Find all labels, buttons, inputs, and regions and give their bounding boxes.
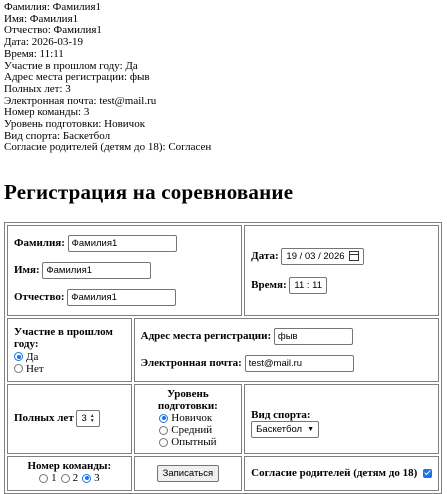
time-value: 11 : 11 bbox=[294, 279, 323, 291]
patronymic-label: Отчество: bbox=[14, 291, 65, 304]
radio-checked-icon[interactable] bbox=[14, 352, 23, 361]
consent-label: Согласие родителей (детям до 18) bbox=[251, 467, 418, 479]
radio-unchecked-icon[interactable] bbox=[39, 474, 48, 483]
summary-line: Фамилия: Фамилия1 bbox=[4, 1, 102, 13]
registration-form bbox=[4, 222, 442, 494]
past-option-label: Нет bbox=[26, 362, 44, 375]
patronymic-input[interactable] bbox=[67, 289, 176, 306]
team-option-label: 3 bbox=[94, 472, 100, 485]
summary-line: Полных лет: 3 bbox=[4, 82, 71, 95]
sport-cell bbox=[244, 384, 439, 454]
summary-line: Время: 11:11 bbox=[4, 47, 64, 60]
past-participation-label: Участие в прошлом году: bbox=[14, 325, 113, 350]
surname-input[interactable] bbox=[68, 235, 177, 252]
consent-cell bbox=[244, 456, 439, 491]
team-option-label: 1 bbox=[51, 472, 57, 485]
summary-line: Адрес места регистрации: фыв bbox=[4, 71, 150, 84]
summary-line: Вид спорта: Баскетбол bbox=[4, 129, 111, 142]
summary-line: Уровень подготовки: Новичок bbox=[4, 118, 146, 131]
summary-line: Согласие родителей (детям до 18): Согласен bbox=[4, 141, 212, 154]
chevron-down-icon: ▼ bbox=[307, 426, 315, 434]
datetime-cell bbox=[244, 225, 439, 316]
sport-value: Баскетбол bbox=[256, 424, 303, 436]
level-option-label: Опытный bbox=[171, 436, 217, 448]
past-option-yes[interactable] bbox=[14, 351, 125, 363]
submit-button[interactable]: Записаться bbox=[157, 465, 220, 482]
name-label: Имя: bbox=[14, 264, 40, 277]
radio-checked-icon[interactable] bbox=[159, 414, 168, 423]
summary-line: Дата: 2026-03-19 bbox=[4, 36, 84, 49]
name-cell bbox=[7, 225, 242, 316]
summary-line: Электронная почта: test@mail.ru bbox=[4, 94, 157, 107]
address-label: Адрес места регистрации: bbox=[140, 330, 272, 343]
summary-line: Имя: Фамилия1 bbox=[4, 12, 79, 25]
level-option-label: Средний bbox=[171, 424, 213, 436]
age-label: Полных лет bbox=[14, 412, 74, 425]
age-cell bbox=[7, 384, 132, 454]
summary-line: Номер команды: 3 bbox=[4, 106, 90, 119]
submit-cell bbox=[134, 456, 243, 491]
past-option-label: Да bbox=[26, 350, 39, 363]
email-input[interactable] bbox=[245, 355, 354, 372]
team-option-label: 2 bbox=[72, 472, 79, 485]
page-title: Регистрация на соревнование bbox=[4, 180, 294, 204]
team-option-1[interactable] bbox=[39, 472, 57, 484]
date-input[interactable] bbox=[281, 248, 363, 265]
radio-unchecked-icon[interactable] bbox=[159, 438, 168, 447]
team-cell bbox=[7, 456, 132, 491]
calendar-icon[interactable] bbox=[349, 251, 359, 261]
sport-select[interactable] bbox=[251, 421, 319, 438]
team-option-2[interactable] bbox=[61, 472, 79, 484]
team-label: Номер команды: bbox=[27, 460, 112, 473]
age-value: 3 bbox=[81, 413, 87, 425]
address-email-cell bbox=[134, 318, 439, 382]
email-label: Электронная почта: bbox=[140, 357, 242, 370]
address-input[interactable] bbox=[274, 328, 353, 345]
radio-unchecked-icon[interactable] bbox=[159, 426, 168, 435]
date-label: Дата: bbox=[251, 249, 279, 262]
past-participation-cell bbox=[7, 318, 132, 382]
past-option-no[interactable] bbox=[14, 363, 125, 375]
level-option-label: Новичок bbox=[171, 412, 213, 424]
submitted-summary bbox=[4, 2, 211, 154]
time-label: Время: bbox=[251, 278, 287, 291]
level-option-experienced[interactable] bbox=[159, 436, 216, 448]
time-input[interactable] bbox=[289, 277, 327, 294]
age-stepper[interactable] bbox=[76, 410, 99, 427]
date-value: 19 / 03 / 2026 bbox=[286, 250, 345, 262]
team-option-3[interactable] bbox=[82, 472, 100, 484]
checkbox-checked-icon[interactable] bbox=[423, 469, 432, 478]
radio-unchecked-icon[interactable] bbox=[61, 474, 70, 483]
summary-line: Отчество: Фамилия1 bbox=[4, 24, 102, 37]
radio-unchecked-icon[interactable] bbox=[14, 364, 23, 373]
name-input[interactable] bbox=[42, 262, 151, 279]
summary-line: Участие в прошлом году: Да bbox=[4, 59, 138, 72]
radio-checked-icon[interactable] bbox=[82, 474, 91, 483]
level-option-medium[interactable] bbox=[159, 424, 216, 436]
level-cell bbox=[134, 384, 243, 454]
surname-label: Фамилия: bbox=[14, 237, 65, 250]
spinner-icon[interactable]: ▲ ▼ bbox=[89, 412, 95, 424]
level-label: Уровень подготовки: bbox=[157, 388, 218, 412]
level-option-novice[interactable] bbox=[159, 412, 216, 424]
sport-label: Вид спорта: bbox=[251, 409, 311, 422]
